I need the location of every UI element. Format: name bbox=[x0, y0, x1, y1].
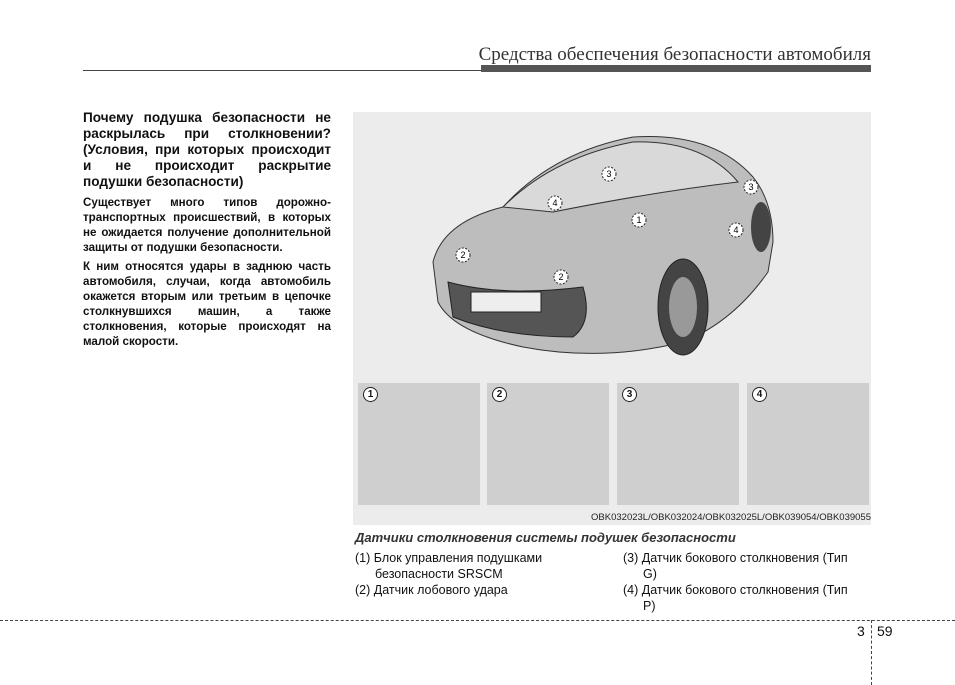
legend-item: (4) Датчик бокового столкновения (Тип P) bbox=[623, 583, 848, 613]
header-rule bbox=[83, 70, 483, 71]
svg-text:2: 2 bbox=[558, 272, 564, 282]
svg-text:4: 4 bbox=[552, 198, 558, 208]
page-number: 59 bbox=[877, 623, 893, 639]
image-codes: OBK032023L/OBK032024/OBK032025L/OBK039054/OBK039055 bbox=[591, 512, 871, 523]
paragraph: К ним относятся удары в заднюю часть автомобиля, случаи, когда автомобиль окажется вторым или третьим в цепочке столкнувшихся машин, а также столкновения, которые происходят на малой скорости. bbox=[83, 260, 331, 348]
svg-text:4: 4 bbox=[733, 225, 739, 235]
question-heading: Почему подушка безопасности не раскрылась при столкновении? (Условия, при которых происходит и не происходит раскрытие подушки безопасности) bbox=[83, 110, 331, 189]
thumbnail-front-sensor: 2 bbox=[487, 383, 609, 505]
thumbnail-srscm: 1 bbox=[358, 383, 480, 505]
thumbnail-side-sensor-g: 3 bbox=[617, 383, 739, 505]
sensor-figure bbox=[353, 112, 871, 525]
header-bar bbox=[481, 65, 871, 72]
footer-rule bbox=[0, 620, 955, 621]
legend-item: (3) Датчик бокового столкновения (Тип G) bbox=[623, 551, 848, 581]
section-title: Средства обеспечения безопасности автомобиля bbox=[478, 44, 871, 65]
svg-text:2: 2 bbox=[460, 250, 466, 260]
text-column bbox=[83, 110, 331, 353]
car-illustration bbox=[353, 112, 871, 382]
legend-left bbox=[355, 550, 605, 598]
legend-right bbox=[623, 550, 863, 614]
paragraph: Существует много типов дорожно-транспортных происшествий, в которых не ожидается получение дополнительной защиты от подушки безопасности. bbox=[83, 196, 331, 254]
svg-text:3: 3 bbox=[606, 169, 612, 179]
svg-text:3: 3 bbox=[748, 182, 754, 192]
footer-divider bbox=[871, 620, 872, 685]
legend-item: (2) Датчик лобового удара bbox=[355, 583, 508, 597]
chapter-number: 3 bbox=[857, 623, 865, 639]
svg-text:1: 1 bbox=[636, 215, 642, 225]
figure-caption: Датчики столкновения системы подушек безопасности bbox=[355, 530, 736, 545]
legend-item: (1) Блок управления подушками безопасности SRSCM bbox=[355, 551, 543, 581]
thumbnail-side-sensor-p: 4 bbox=[747, 383, 869, 505]
